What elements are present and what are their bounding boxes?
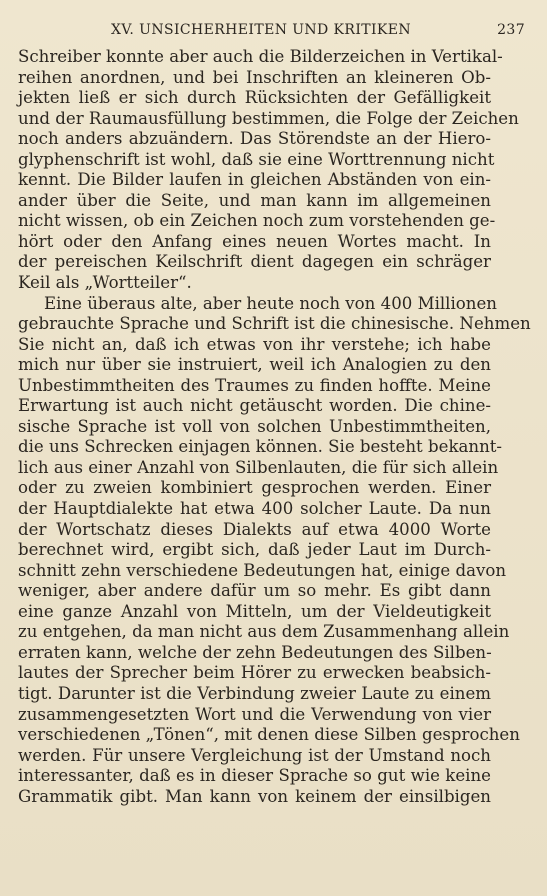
text-line: glyphenschrift ist wohl, daß sie eine Worttrennung nicht — [18, 149, 495, 169]
text-line: oder zu zweien kombiniert gesprochen werden. Einer — [18, 478, 491, 498]
text-line: noch anders abzuändern. Das Störendste an der Hiero- — [18, 129, 491, 149]
text-line: Unbestimmtheiten des Traumes zu finden hoffte. Meine — [18, 375, 491, 395]
text-line: Schreiber konnte aber auch die Bilderzeichen in Vertikal- — [18, 47, 503, 66]
text-line: die uns Schrecken einjagen können. Sie besteht bekannt- — [18, 437, 503, 457]
text-line: lich aus einer Anzahl von Silbenlauten, die für sich allein — [18, 457, 499, 477]
text-line: werden. Für unsere Vergleichung ist der Umstand noch — [18, 745, 491, 765]
text-line: berechnet wird, ergibt sich, daß jeder Laut im Durch- — [18, 540, 491, 560]
text-line: verschiedenen „Tönen“, mit denen diese Silben gesprochen — [18, 725, 520, 745]
text-line: hört oder den Anfang eines neuen Wortes macht. In — [18, 231, 491, 251]
text-line: reihen anordnen, und bei Inschriften an kleineren Ob- — [18, 67, 491, 87]
text-line: tigt. Darunter ist die Verbindung zweier Laute zu einem — [18, 683, 491, 703]
text-line: der Wortschatz dieses Dialekts auf etwa 4000 Worte — [18, 519, 491, 539]
text-line: der Hauptdialekte hat etwa 400 solcher Laute. Da nun — [18, 499, 491, 519]
text-line: zu entgehen, da man nicht aus dem Zusammenhang allein — [18, 622, 510, 642]
text-line: erraten kann, welche der zehn Bedeutungen des Silben- — [18, 642, 492, 662]
text-line: lautes der Sprecher beim Hörer zu erwecken beabsich- — [18, 663, 491, 683]
text-line: Eine überaus alte, aber heute noch von 400 Millionen — [44, 293, 497, 313]
text-line: und der Raumausfüllung bestimmen, die Folge der Zeichen — [18, 108, 519, 128]
body-text — [18, 47, 531, 807]
text-line: eine ganze Anzahl von Mitteln, um der Vieldeutigkeit — [18, 601, 491, 621]
text-line: interessanter, daß es in dieser Sprache so gut wie keine — [18, 766, 491, 786]
text-line: sische Sprache ist voll von solchen Unbestimmtheiten, — [18, 416, 491, 436]
text-line: nicht wissen, ob ein Zeichen noch zum vorstehenden ge- — [18, 211, 496, 231]
text-line: Keil als „Wortteiler“. — [18, 273, 192, 293]
page-number: 237 — [497, 22, 525, 38]
text-line: gebrauchte Sprache und Schrift ist die chinesische. Nehmen — [18, 314, 531, 334]
text-line: Grammatik gibt. Man kann von keinem der einsilbigen — [18, 786, 491, 806]
text-line: schnitt zehn verschiedene Bedeutungen hat, einige davon — [18, 560, 507, 580]
text-line: kennt. Die Bilder laufen in gleichen Abständen von ein- — [18, 170, 491, 190]
text-line: ander über die Seite, und man kann im allgemeinen — [18, 190, 491, 210]
text-line: mich nur über sie instruiert, weil ich Analogien zu den — [18, 355, 491, 375]
text-line: jekten ließ er sich durch Rücksichten der Gefälligkeit — [18, 88, 491, 108]
text-line: Erwartung ist auch nicht getäuscht worden. Die chine- — [18, 396, 491, 416]
text-line: weniger, aber andere dafür um so mehr. Es gibt dann — [18, 581, 491, 601]
text-line: zusammengesetzten Wort und die Verwendung von vier — [18, 704, 491, 724]
text-line: der pereischen Keilschrift dient dagegen ein schräger — [18, 252, 491, 272]
running-header — [18, 22, 525, 42]
text-line: Sie nicht an, daß ich etwas von ihr verstehe; ich habe — [18, 334, 491, 354]
chapter-title: XV. UNSICHERHEITEN UND KRITIKEN — [111, 22, 412, 38]
